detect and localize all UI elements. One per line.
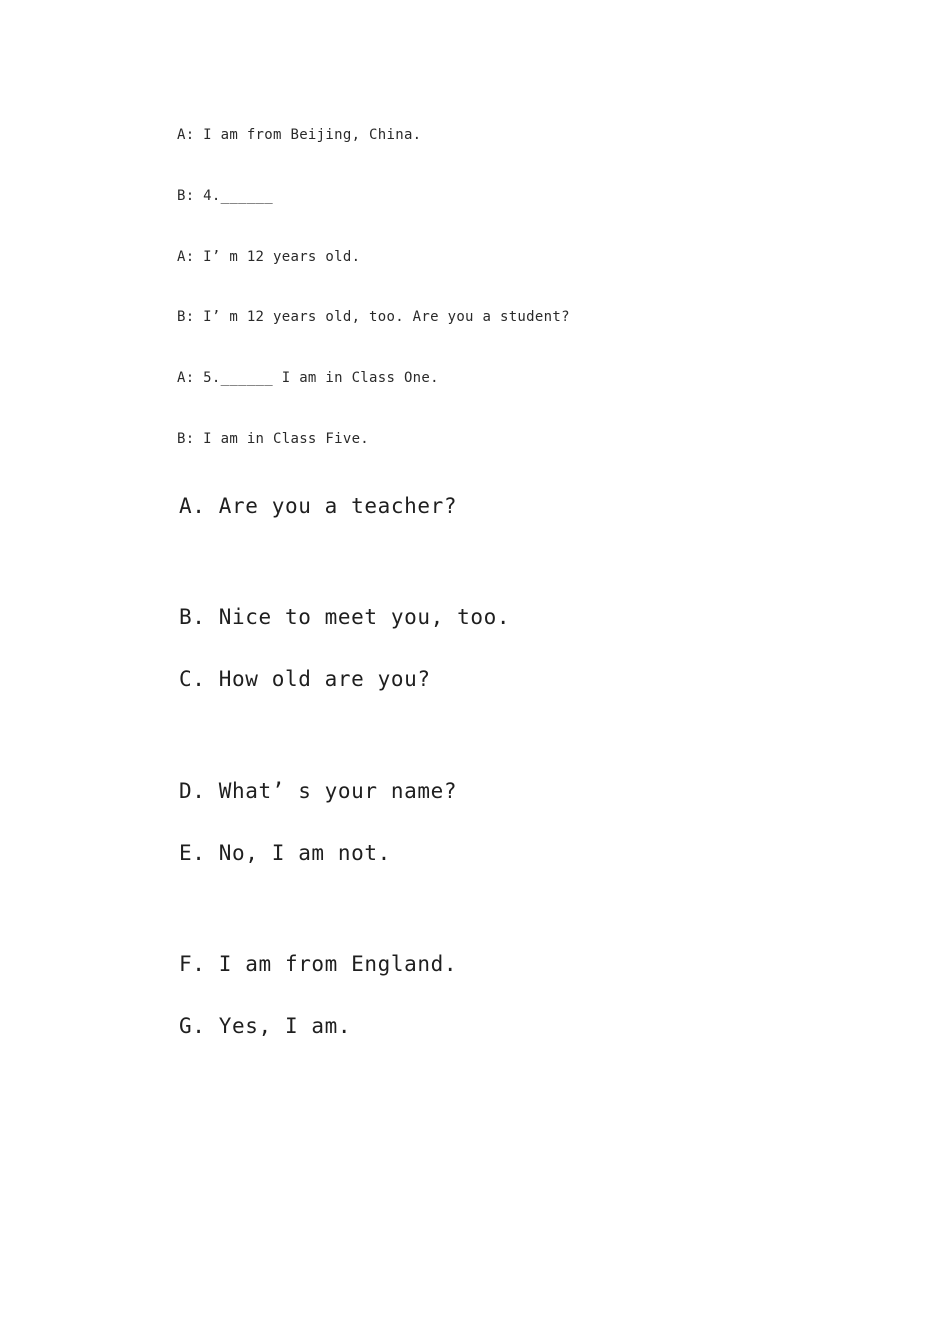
dialogue-line: B: I am in Class Five.: [177, 431, 370, 447]
answer-option: E. No, I am not.: [179, 841, 391, 865]
dialogue-line: B: 4.______: [177, 188, 274, 204]
answer-option: C. How old are you?: [179, 667, 431, 691]
answer-option: F. I am from England.: [179, 952, 458, 976]
answer-option: B. Nice to meet you, too.: [179, 605, 511, 629]
answer-option: D. What’ s your name?: [179, 779, 458, 803]
answer-option: A. Are you a teacher?: [179, 494, 458, 518]
dialogue-line: B: I’ m 12 years old, too. Are you a student?: [177, 309, 570, 325]
dialogue-line: A: I’ m 12 years old.: [177, 249, 361, 265]
answer-option: G. Yes, I am.: [179, 1014, 352, 1038]
dialogue-line: A: 5.______ I am in Class One.: [177, 370, 439, 386]
dialogue-line: A: I am from Beijing, China.: [177, 127, 422, 143]
